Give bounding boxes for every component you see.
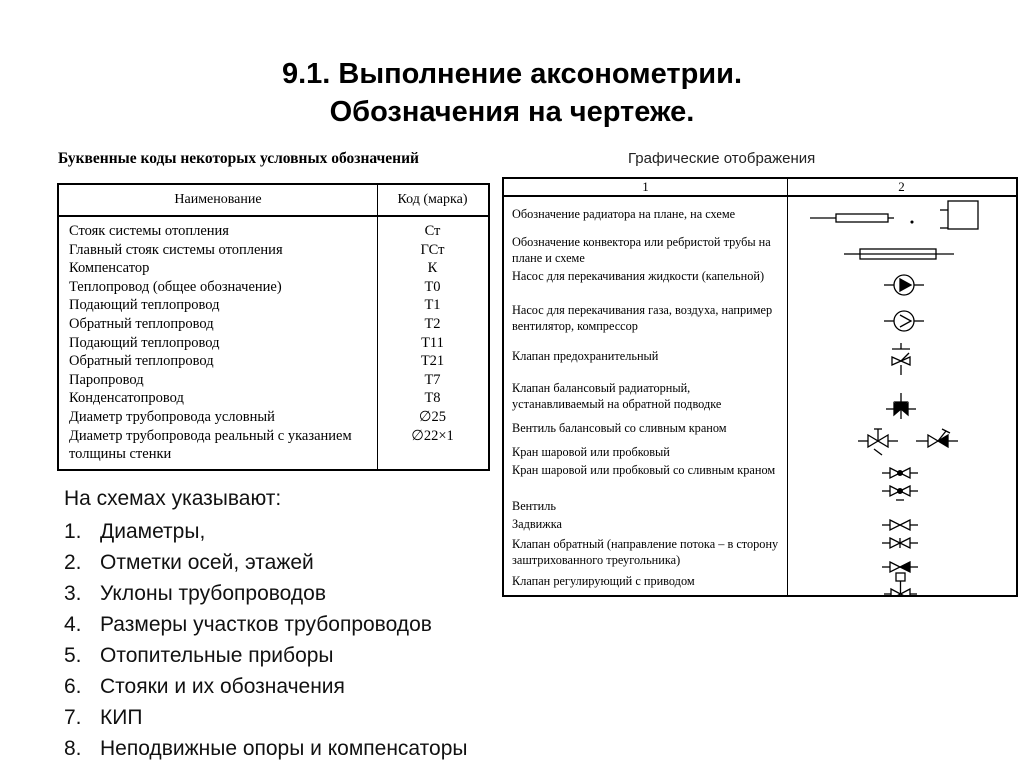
list-item-number: 4. bbox=[64, 613, 82, 636]
row-name: Подающий теплопровод bbox=[69, 334, 220, 351]
balancing-valve-symbol bbox=[886, 393, 916, 419]
graphic-row-text: Клапан предохранительный bbox=[512, 349, 659, 363]
codes-table-heading: Буквенные коды некоторых условных обозначений bbox=[58, 150, 419, 167]
check-valve-symbol bbox=[882, 562, 918, 572]
table-row bbox=[59, 241, 488, 260]
row-code: Т7 bbox=[424, 371, 441, 388]
graphic-row-text: Кран шаровой или пробковый со сливным краном bbox=[512, 463, 776, 477]
row-name: Диаметр трубопровода условный bbox=[69, 408, 275, 425]
title-line-2: Обозначения на чертеже. bbox=[329, 96, 695, 128]
row-code: Т11 bbox=[421, 334, 444, 351]
symbols-column bbox=[788, 197, 1016, 595]
table-row bbox=[59, 352, 488, 371]
column-divider bbox=[377, 185, 378, 469]
row-code: К bbox=[427, 260, 438, 277]
codes-table-header bbox=[59, 185, 488, 217]
table-row bbox=[59, 427, 488, 464]
list-item bbox=[64, 702, 467, 733]
graphic-row-text: Клапан обратный (направление потока – в сторону заштрихованного треугольника) bbox=[512, 537, 779, 567]
list-item bbox=[64, 733, 467, 764]
list-item-text: Стояки и их обозначения bbox=[100, 675, 345, 698]
list-item-text: Диаметры, bbox=[100, 520, 206, 543]
list-item bbox=[64, 516, 467, 547]
page-title bbox=[0, 55, 1024, 131]
table-row bbox=[59, 296, 488, 315]
row-code: Ст bbox=[424, 223, 441, 239]
ball-valve-symbol bbox=[882, 468, 918, 478]
list-item-number: 6. bbox=[64, 675, 82, 698]
list-item bbox=[64, 578, 467, 609]
graphic-row-text: Насос для перекачивания жидкости (капельной) bbox=[512, 269, 765, 283]
row-name: Обратный теплопровод bbox=[69, 315, 214, 332]
graphic-table-header bbox=[504, 179, 1016, 197]
list-item-text: Отметки осей, этажей bbox=[100, 551, 314, 574]
gas-pump-symbol bbox=[884, 311, 924, 331]
row-code: ∅22×1 bbox=[411, 427, 454, 444]
row-code: Т1 bbox=[424, 297, 441, 314]
list-item-number: 5. bbox=[64, 644, 82, 667]
list-item-text: Отопительные приборы bbox=[100, 644, 334, 667]
graphic-row-text: Клапан балансовый радиаторный, устанавливаемый на обратной подводке bbox=[512, 381, 722, 411]
row-name: Подающий теплопровод bbox=[69, 297, 220, 314]
graphic-row-text: Вентиль bbox=[512, 499, 556, 513]
table-row bbox=[59, 222, 488, 241]
row-name: Главный стояк системы отопления bbox=[69, 241, 283, 258]
title-line-1: 9.1. Выполнение аксонометрии. bbox=[281, 58, 743, 90]
list-item bbox=[64, 671, 467, 702]
row-name: Стояк системы отопления bbox=[69, 223, 229, 239]
table-row bbox=[59, 315, 488, 334]
row-code: Т21 bbox=[420, 353, 445, 370]
liquid-pump-symbol bbox=[884, 275, 924, 295]
safety-valve-symbol bbox=[892, 343, 910, 375]
table-row bbox=[59, 408, 488, 427]
header-name: Наименование bbox=[174, 192, 262, 207]
list-intro: На схемах указывают: bbox=[64, 487, 282, 510]
convector-symbol bbox=[844, 249, 954, 259]
row-name: Конденсатопровод bbox=[69, 390, 184, 407]
list-item-text: Уклоны трубопроводов bbox=[100, 582, 326, 605]
radiator-symbol bbox=[810, 201, 978, 229]
gate-valve-symbol bbox=[882, 538, 918, 548]
table-row bbox=[59, 259, 488, 278]
list-item-text: Неподвижные опоры и компенсаторы bbox=[100, 737, 468, 760]
table-row bbox=[59, 278, 488, 297]
shutoff-valve-symbol bbox=[882, 520, 918, 530]
table-row bbox=[59, 334, 488, 353]
codes-table bbox=[57, 183, 490, 471]
row-name: Паропровод bbox=[69, 371, 144, 388]
header-col-2: 2 bbox=[898, 179, 905, 194]
graphic-row-text: Клапан регулирующий с приводом bbox=[512, 574, 695, 588]
list-item bbox=[64, 609, 467, 640]
row-name: Диаметр трубопровода реальный с указанием толщины стенки bbox=[69, 427, 352, 463]
list-item-text: КИП bbox=[100, 706, 143, 729]
row-code: Т2 bbox=[424, 315, 441, 332]
row-code: ∅25 bbox=[418, 408, 447, 425]
list-item-number: 1. bbox=[64, 520, 82, 543]
graphic-row-text: Обозначение радиатора на плане, на схеме bbox=[512, 207, 736, 221]
row-code: Т0 bbox=[424, 278, 441, 295]
schemes-list bbox=[64, 516, 467, 764]
list-item-number: 8. bbox=[64, 737, 82, 760]
balancing-shutoff-symbol bbox=[858, 429, 958, 455]
row-name: Компенсатор bbox=[69, 260, 150, 277]
list-item bbox=[64, 547, 467, 578]
table-row bbox=[59, 389, 488, 408]
header-col-1: 1 bbox=[642, 179, 649, 194]
row-code: ГСт bbox=[420, 241, 445, 258]
graphic-row-text: Обозначение конвектора или ребристой трубы на плане и схеме bbox=[512, 235, 771, 265]
graphic-row-text: Насос для перекачивания газа, воздуха, например вентилятор, компрессор bbox=[512, 303, 773, 333]
graphic-row-text: Кран шаровой или пробковый bbox=[512, 445, 670, 459]
row-name: Обратный теплопровод bbox=[69, 353, 214, 370]
row-code: Т8 bbox=[424, 390, 441, 407]
row-name: Теплопровод (общее обозначение) bbox=[69, 278, 282, 295]
control-valve-symbol bbox=[884, 573, 917, 595]
graphic-table-heading: Графические отображения bbox=[628, 150, 816, 167]
table-row bbox=[59, 371, 488, 390]
list-item-number: 3. bbox=[64, 582, 82, 605]
graphic-row-text: Вентиль балансовый со сливным краном bbox=[512, 421, 727, 435]
header-code: Код (марка) bbox=[397, 192, 468, 207]
graphic-row-text: Задвижка bbox=[512, 517, 563, 531]
graphic-table bbox=[502, 177, 1018, 597]
list-item-number: 2. bbox=[64, 551, 82, 574]
list-item-text: Размеры участков трубопроводов bbox=[100, 613, 432, 636]
ball-valve-drain-symbol bbox=[882, 486, 918, 500]
list-item-number: 7. bbox=[64, 706, 82, 729]
list-item bbox=[64, 640, 467, 671]
